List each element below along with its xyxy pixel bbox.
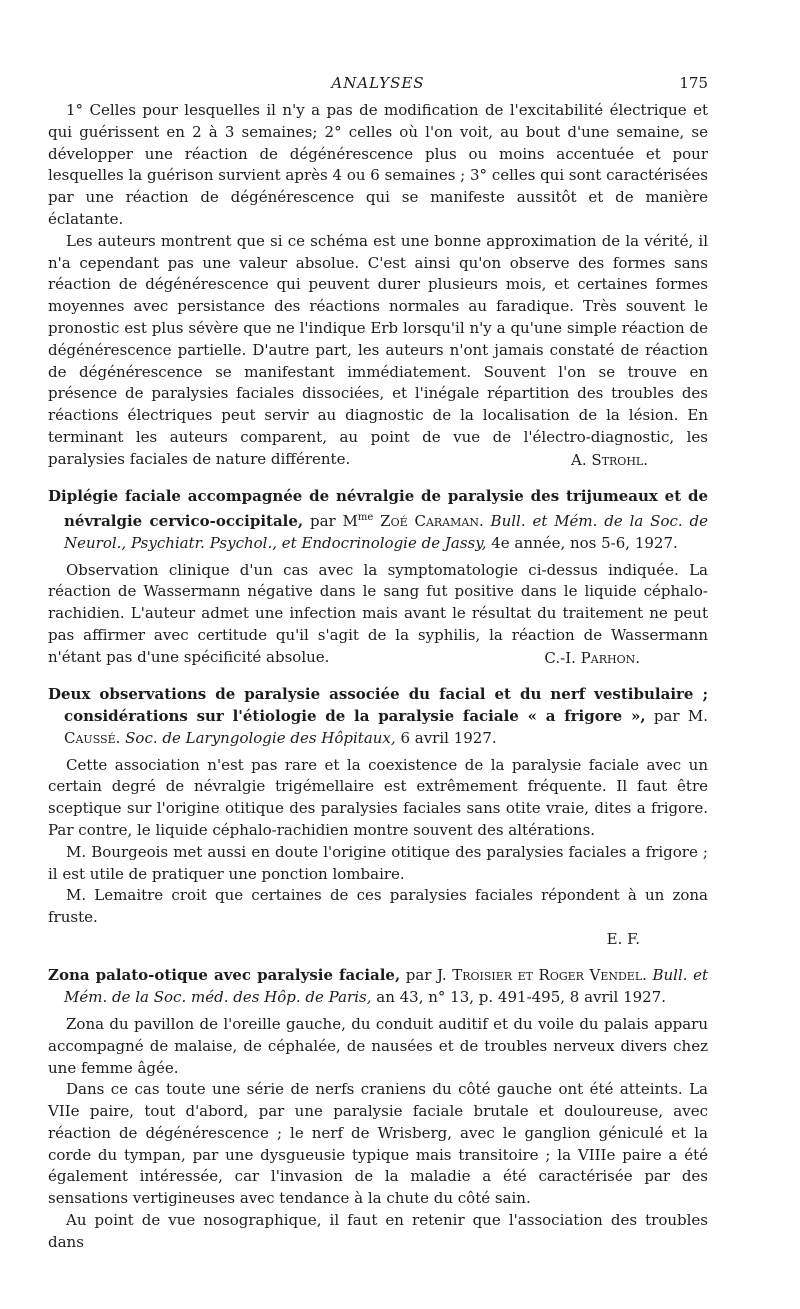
entry-2-details: 6 avril 1927. xyxy=(395,728,497,747)
intro-section xyxy=(48,100,708,471)
entry-2-paragraph-2: M. Bourgeois met aussi en doute l'origine otitique des paralysies faciales a frigore ; il est utile de pratiquer une ponction lombaire. xyxy=(48,842,708,883)
page-number: 175 xyxy=(679,74,708,92)
entry-2-by: par M. xyxy=(645,706,708,725)
entry-3-title xyxy=(48,964,708,1008)
abstract-entry-2 xyxy=(48,683,708,950)
entry-3-title-bold: Zona palato-otique avec paralysie faciale, xyxy=(48,965,401,984)
entry-3-paragraph-1: Zona du pavillon de l'oreille gauche, du conduit auditif et du voile du palais apparu accompagné de malaise, de céphalée, de nausées et de troubles nerveux divers chez une femme âgée. xyxy=(48,1014,708,1077)
entry-1-title-bold: Diplégie faciale accompagnée de névralgie de paralysie des trijumeaux et de névralgie cervico-occipitale, xyxy=(48,486,708,530)
intro-signature: A. Strohl. xyxy=(571,450,648,469)
entry-2-body xyxy=(48,755,708,950)
abstract-entry-1 xyxy=(48,485,708,669)
entry-1-paragraph: Observation clinique d'un cas avec la symptomatologie ci-dessus indiquée. La réaction de Wassermann négative dans le sang fut positive dans le liquide céphalo-rachidien. L'auteur admet une infection mais avant le résultat du traitement ne peut pas affirmer avec certitude qu'il s'agit de la syphilis, la réaction de Wassermann n'étant pas d'une spécificité absolue. xyxy=(48,560,708,666)
entry-1-by-sup: me xyxy=(357,511,374,523)
entry-1-author: Zoé Caraman. xyxy=(373,511,484,530)
entry-3-body xyxy=(48,1014,708,1254)
entry-1-by: par M xyxy=(303,511,358,530)
entry-1-details: 4e année, nos 5-6, 1927. xyxy=(486,533,678,552)
entry-2-author: Caussé. xyxy=(64,728,121,747)
entry-2-title-bold: Deux observations de paralysie associée du facial et du nerf vestibulaire ; considérations sur l'étiologie de la paralysie faciale « a frigore », xyxy=(48,684,708,725)
entry-3-author: Troisier et Roger Vendel. xyxy=(446,965,647,984)
intro-paragraph-2-text: Les auteurs montrent que si ce schéma est une bonne approximation de la vérité, il n'a cependant pas une valeur absolue. C'est ainsi qu'on observe des formes sans réaction de dégénérescence qui peuvent durer plusieurs mois, et certaines formes moyennes avec persistance des réactions normales au faradique. Très souvent le pronostic est plus sévère que ne l'indique Erb lorsqu'il n'y a qu'une simple réaction de dégénérescence partielle. D'autre part, les auteurs n'ont jamais constaté de réaction de dégénérescence se manifestant immédiatement. Souvent l'on se trouve en présence de paralysies faciales dissociées, et l'inégale répartition des troubles des réactions électriques peut servir au diagnostic de la localisation de la lésion. En terminant les auteurs comparent, au point de vue de l'électro-diagnostic, les paralysies faciales de nature différente. xyxy=(48,231,708,468)
entry-1-signature: C.-I. Parhon. xyxy=(544,648,640,667)
entry-2-signature: E. F. xyxy=(606,929,640,948)
entry-3-paragraph-2: Dans ce cas toute une série de nerfs craniens du côté gauche ont été atteints. La VIIe paire, tout d'abord, par une paralysie faciale brutale et douloureuse, avec réaction de dégénérescence ; le nerf de Wrisberg, avec le ganglion géniculé et la corde du tympan, par une dysgueusie typique mais transitoire ; la VIIIe paire a été également intéressée, car l'invasion de la maladie a été caractérisée par des sensations vertigineuses avec tendance à la chute du côté sain. xyxy=(48,1080,708,1208)
page-header xyxy=(48,70,708,100)
entry-3-details: an 43, n° 13, p. 491-495, 8 avril 1927. xyxy=(371,987,667,1006)
entry-1-title xyxy=(48,485,708,554)
entry-3-by: par J. xyxy=(400,965,447,984)
running-title: ANALYSES xyxy=(331,74,425,92)
entry-2-title xyxy=(48,683,708,749)
entry-1-body xyxy=(48,560,708,669)
entry-2-paragraph-1: Cette association n'est pas rare et la coexistence de la paralysie faciale avec un certain degré de névralgie trigémellaire est extrêmement fréquente. Il faut être sceptique sur l'origine otitique des paralysies faciales sans otite vraie, dites a frigore. Par contre, le liquide céphalo-rachidien montre souvent des altérations. xyxy=(48,755,708,839)
page xyxy=(48,70,708,1254)
abstract-entry-3 xyxy=(48,964,708,1254)
intro-paragraph-2 xyxy=(48,231,708,471)
entry-2-journal: Soc. de Laryngologie des Hôpitaux, xyxy=(120,728,396,747)
entry-1-journal: Bull. et Mém. de la Soc. de Neurol., Psychiatr. Psychol., et Endocrinologie de Jassy, xyxy=(64,511,708,552)
entry-3-paragraph-3: Au point de vue nosographique, il faut en retenir que l'association des troubles dans xyxy=(48,1211,708,1251)
entry-2-paragraph-3: M. Lemaitre croit que certaines de ces paralysies faciales répondent à un zona fruste. xyxy=(48,886,708,927)
intro-paragraph-1: 1° Celles pour lesquelles il n'y a pas de modification de l'excitabilité électrique et qui guérissent en 2 à 3 semaines; 2° celles où l'on voit, au bout d'une semaine, se développer une réaction de dégénérescence plus ou moins accentuée et pour lesquelles la guérison survient après 4 ou 6 semaines ; 3° celles qui sont caractérisées par une réaction de dégénérescence qui se manifeste aussitôt et de manière éclatante. xyxy=(48,101,708,228)
entry-3-journal: Bull. et Mém. de la Soc. méd. des Hôp. de Paris, xyxy=(64,965,708,1006)
